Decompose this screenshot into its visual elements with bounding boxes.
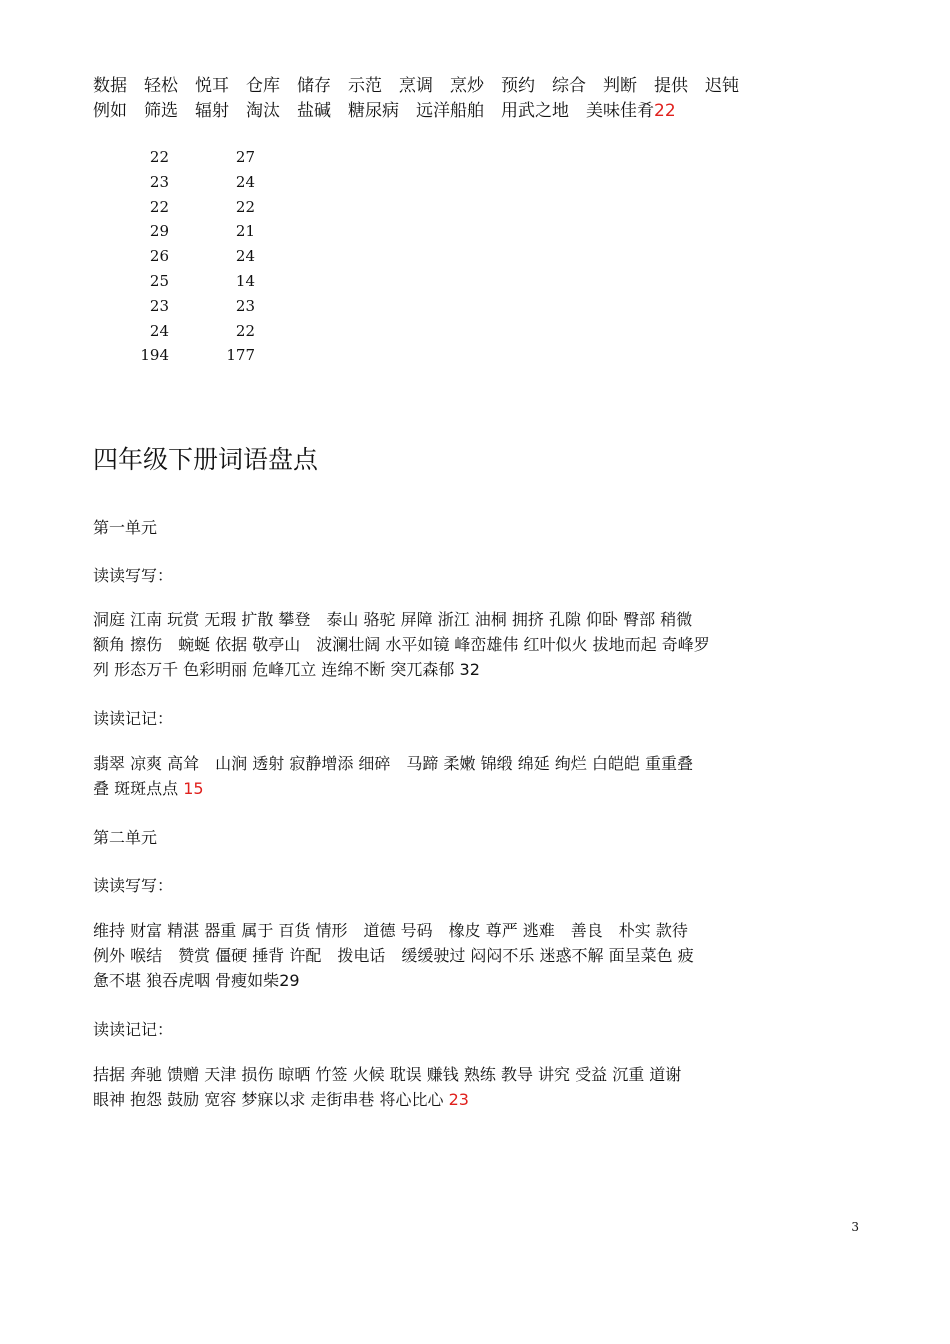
table-cell-left: 25 bbox=[149, 271, 169, 290]
table-cell-right: 22 bbox=[235, 321, 255, 340]
table-row bbox=[93, 198, 293, 223]
unit1-read-remember-line-1: 翡翠 凉爽 高耸 山涧 透射 寂静增添 细碎 马蹄 柔嫩 锦缎 绵延 绚烂 白皑皑 重重叠 bbox=[93, 754, 693, 773]
unit2-read-write-label: 读读写写： bbox=[93, 876, 174, 895]
unit2-title: 第二单元 bbox=[93, 828, 158, 847]
unit2-read-write-line-2: 例外 喉结 赞赏 僵硬 捶背 许配 拨电话 缓缓驶过 闷闷不乐 迷惑不解 面呈菜色 疲 bbox=[93, 946, 694, 965]
unit2-read-remember-line-2 bbox=[93, 1087, 863, 1112]
top-line-2-count: 22 bbox=[654, 101, 676, 121]
unit2-read-write-words bbox=[93, 918, 863, 993]
table-cell-right: 14 bbox=[235, 271, 255, 290]
unit1-title: 第一单元 bbox=[93, 518, 158, 537]
top-line-1: 数据 轻松 悦耳 仓库 储存 示范 烹调 烹炒 预约 综合 判断 提供 迟钝 bbox=[93, 76, 739, 96]
number-table bbox=[93, 148, 293, 371]
table-row bbox=[93, 173, 293, 198]
unit2-read-remember-count: 23 bbox=[448, 1090, 469, 1109]
unit1-read-remember-words bbox=[93, 751, 863, 801]
table-cell-left: 29 bbox=[149, 222, 169, 241]
unit2-read-write-count: 29 bbox=[279, 971, 300, 990]
unit1-read-write-line-3 bbox=[93, 657, 863, 682]
table-cell-left: 23 bbox=[149, 296, 169, 315]
table-cell-right: 22 bbox=[235, 197, 255, 216]
unit1-read-remember-label: 读读记记： bbox=[93, 709, 174, 728]
unit2-read-remember-words bbox=[93, 1062, 863, 1112]
table-cell-left: 22 bbox=[149, 148, 169, 166]
unit1-read-write-label: 读读写写： bbox=[93, 566, 174, 585]
table-cell-left: 23 bbox=[149, 172, 169, 191]
table-cell-left: 26 bbox=[149, 247, 169, 266]
table-cell-left: 24 bbox=[149, 321, 169, 340]
table-row bbox=[93, 346, 293, 371]
table-row bbox=[93, 222, 293, 247]
unit2-read-remember-label: 读读记记： bbox=[93, 1020, 174, 1039]
table-row bbox=[93, 247, 293, 272]
table-cell-right: 24 bbox=[235, 247, 255, 266]
unit2-read-write-line-1: 维持 财富 精湛 器重 属于 百货 情形 道德 号码 橡皮 尊严 逃难 善良 朴实 款待 bbox=[93, 921, 688, 940]
unit1-read-write-line-3-text: 列 形态万千 色彩明丽 危峰兀立 连绵不断 突兀森郁 bbox=[93, 660, 455, 679]
table-cell-left: 194 bbox=[140, 346, 169, 365]
unit1-read-write-line-1: 洞庭 江南 玩赏 无瑕 扩散 攀登 泰山 骆驼 屏障 浙江 油桐 拥挤 孔隙 仰卧 臀部 稍微 bbox=[93, 610, 693, 629]
unit2-read-write-line-3 bbox=[93, 968, 863, 993]
top-line-2-text: 例如 筛选 辐射 淘汰 盐碱 糖尿病 远洋船舶 用武之地 美味佳肴 bbox=[93, 101, 654, 121]
unit2-read-write-line-3-text: 惫不堪 狼吞虎咽 骨瘦如柴 bbox=[93, 971, 280, 990]
table-cell-left: 22 bbox=[149, 197, 169, 216]
unit2-read-remember-line-1: 拮据 奔驰 馈赠 天津 损伤 晾晒 竹签 火候 耽误 赚钱 熟练 教导 讲究 受益 沉重 道谢 bbox=[93, 1065, 682, 1084]
unit1-read-write-count: 32 bbox=[459, 660, 480, 679]
page-number: 3 bbox=[851, 1220, 859, 1234]
table-cell-right: 177 bbox=[226, 346, 255, 365]
table-cell-right: 23 bbox=[235, 296, 255, 315]
table-row bbox=[93, 272, 293, 297]
table-row bbox=[93, 297, 293, 322]
unit1-read-write-words bbox=[93, 607, 863, 682]
unit1-read-write-line-2: 额角 擦伤 蜿蜒 依据 敬亭山 波澜壮阔 水平如镜 峰峦雄伟 红叶似火 拔地而起 奇峰罗 bbox=[93, 635, 710, 654]
table-row bbox=[93, 322, 293, 347]
unit1-read-remember-line-2-text: 叠 斑斑点点 bbox=[93, 779, 179, 798]
top-line-2 bbox=[93, 99, 676, 124]
table-cell-right: 27 bbox=[235, 148, 255, 166]
table-cell-right: 24 bbox=[235, 172, 255, 191]
unit1-read-remember-count: 15 bbox=[183, 779, 204, 798]
unit1-read-remember-line-2 bbox=[93, 776, 863, 801]
unit2-read-remember-line-2-text: 眼神 抱怨 鼓励 宽容 梦寐以求 走街串巷 将心比心 bbox=[93, 1090, 444, 1109]
page-heading: 四年级下册词语盘点 bbox=[93, 445, 319, 474]
table-cell-right: 21 bbox=[235, 222, 255, 241]
table-row bbox=[93, 148, 293, 173]
